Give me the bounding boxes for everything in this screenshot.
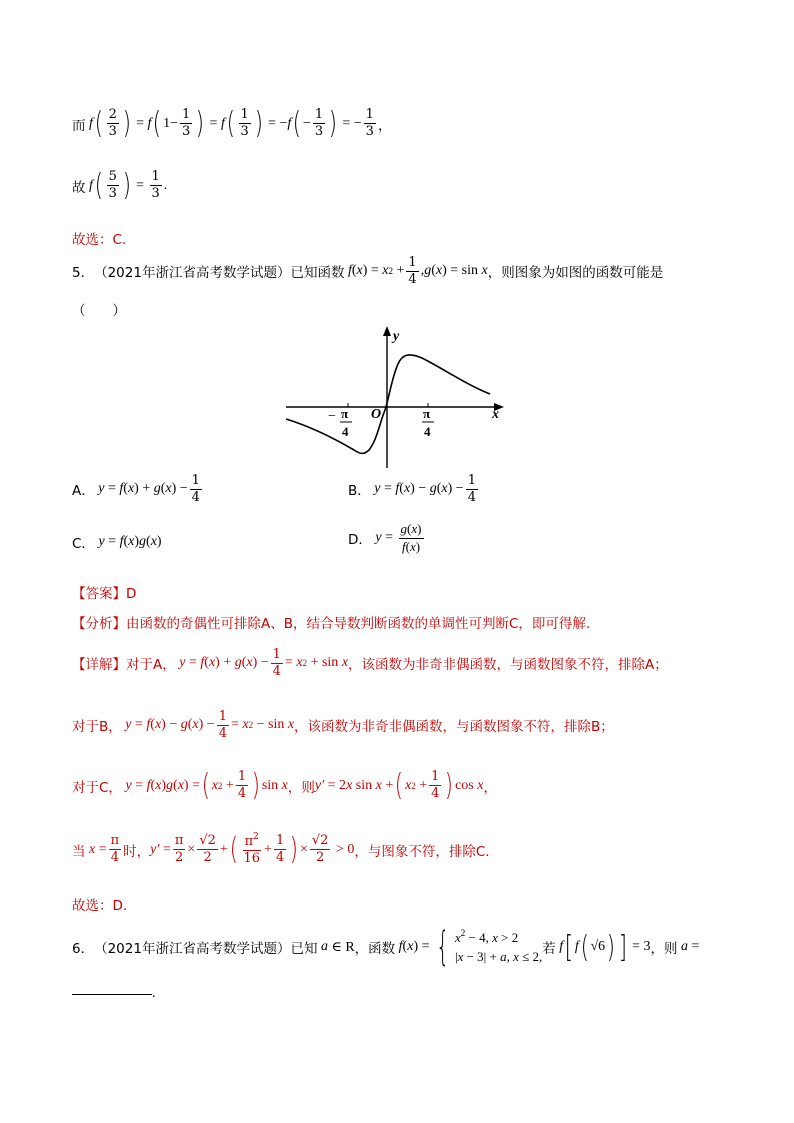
detail-a-post: ，该函数为非奇非偶函数，与函数图象不符，排除A； <box>348 657 668 674</box>
answer-tag: 【答案】 <box>72 586 126 602</box>
option-b-label: B． <box>348 483 371 500</box>
svg-text:π: π <box>341 406 349 421</box>
q5-stem-a: 已知函数 <box>290 265 345 282</box>
q6-end: . <box>152 986 156 1001</box>
q5-detail-c: 对于C， y = f ( x ) g ( x ) = ( x 2 + $\frac{1}{4}$ ) sin x ，则 y′ = 2 x sin x + ( x 2 + $\frac{1}{4}$ ) cos x ， <box>72 768 497 803</box>
q5-graph <box>282 322 512 472</box>
detail-d-pre: 当 <box>72 843 86 860</box>
q6-number: 6． <box>72 941 95 957</box>
y-axis-arrow <box>383 326 391 336</box>
q5-detail-b: 对于B， y = f ( x ) − g ( x ) − $\frac{1}{4}$ = x 2 − sin x ，该函数为非奇非偶函数，与函数图象不符，排除B； <box>72 709 614 741</box>
origin-label: O <box>371 407 382 422</box>
detail-b-post: ，该函数为非奇非偶函数，与函数图象不符，排除B； <box>294 719 614 736</box>
answer-value: D <box>126 586 137 602</box>
q5-conclusion: 故选：D. <box>72 898 128 914</box>
detail-c-pre: 对于C， <box>72 779 122 796</box>
q6-source: （2021年浙江省高考数学试题） <box>94 941 291 957</box>
analysis-text: 由函数的奇偶性可排除A、B，结合导数判断函数的单调性可判断C，即可得解. <box>126 616 591 632</box>
prev-line-1: 而 f ( $\frac{2}{3}$ ) = f ( 1− $\frac{1}{3}$ ) = f ( $\frac{1}{3}$ ) = − f ( − $\frac{1}{3}$ ) = − $\frac{1}{3}$ ， <box>72 106 392 141</box>
q6-piecewise: { $x^2 - 4$, x > 2 |x − 3| + a, x ≤ 2, <box>435 924 543 970</box>
q5-source: （2021年浙江省高考数学试题） <box>94 265 291 282</box>
q6-stem-c: 若 <box>542 941 556 957</box>
q5-option-d[interactable]: D． y = $\frac{g(x)}{f(x)}$ <box>348 521 422 554</box>
prev-line-2: 故 f ( $\frac{5}{3}$ ) = $\frac{1}{3}$ . <box>72 168 168 203</box>
q5-option-b[interactable]: B． y = f ( x ) − g ( x ) − $\frac{1}{4}$ <box>348 473 476 505</box>
q5-option-a[interactable]: A． y = f ( x ) + g ( x ) − $\frac{1}{4}$ <box>72 473 200 505</box>
prev-conclusion: 故选：C. <box>72 232 127 248</box>
detail-d-post: ，与图象不符，排除C. <box>354 843 490 860</box>
option-a-label: A． <box>72 483 95 500</box>
q6-stem-a: 已知 <box>290 941 318 957</box>
detail-c-post: ， <box>483 779 497 796</box>
q5-analysis <box>72 612 590 632</box>
svg-text:4: 4 <box>424 424 431 439</box>
q5-number: 5． <box>72 265 95 282</box>
q5-stem-b: ，则图象为如图的函数可能是 <box>487 265 664 282</box>
detail-b-pre: 对于B， <box>72 719 122 736</box>
detail-d-mid: 时， <box>123 843 151 860</box>
tick-pos-label <box>422 406 434 439</box>
prev-line-1-tail: ， <box>377 117 392 134</box>
detail-tag: 【详解】 <box>72 657 126 674</box>
prev-line-2-prefix: 故 <box>72 179 86 196</box>
q5-option-c[interactable]: C． y = f ( x ) g ( x ) <box>72 534 162 552</box>
q5-answer <box>72 582 136 602</box>
x-axis-label: x <box>492 407 499 422</box>
svg-text:π: π <box>423 406 431 421</box>
prev-line-1-prefix: 而 <box>72 117 86 134</box>
q5-paren-blank: （ ） <box>72 303 126 319</box>
svg-text:−: − <box>328 409 336 424</box>
q6-stem: 6． （2021年浙江省高考数学试题） 已知 a ∈ R ，函数 f ( x ) = { $x^2 - 4$, x > 2 |x − 3| + a, x ≤ 2, 若 f [ f ( √6 ) ] = 3 ，则 a = <box>72 924 700 970</box>
function-curve <box>286 355 490 454</box>
option-c-label: C． <box>72 536 95 552</box>
q5-detail-d: 当 x = $\frac{\pi}{4}$ 时， y′ = $\frac{\pi}{2}$ × $\frac{√2}{2}$ + ( $\frac{\pi^2}{16}$ + $\frac{1}{4}$ ) × $\frac{√2}{2}$ > 0 ，与图象不符，排除C. <box>72 832 490 867</box>
q6-answer-blank[interactable] <box>72 986 156 1002</box>
tick-neg-label <box>328 406 352 439</box>
analysis-tag: 【分析】 <box>72 616 126 632</box>
svg-text:4: 4 <box>342 424 349 439</box>
q6-stem-b: ，函数 <box>354 941 396 957</box>
q5-detail-a: 【详解】 对于A， y = f ( x ) + g ( x ) − $\frac{1}{4}$ = x 2 + sin x ，该函数为非奇非偶函数，与函数图象不符，排除A； <box>72 647 668 679</box>
answer-blank-line[interactable] <box>72 993 152 995</box>
y-axis-label: y <box>393 329 400 344</box>
q6-stem-d: ，则 <box>650 941 678 957</box>
detail-a-pre: 对于A， <box>126 657 176 674</box>
q5-stem: 5． （2021年浙江省高考数学试题） 已知函数 f ( x ) = x 2 + $\frac{1}{4}$ , g ( x ) = sin x ，则图象为如图的函数可能是 <box>72 255 664 287</box>
detail-c-mid: ，则 <box>287 779 315 796</box>
option-d-label: D． <box>348 532 372 549</box>
